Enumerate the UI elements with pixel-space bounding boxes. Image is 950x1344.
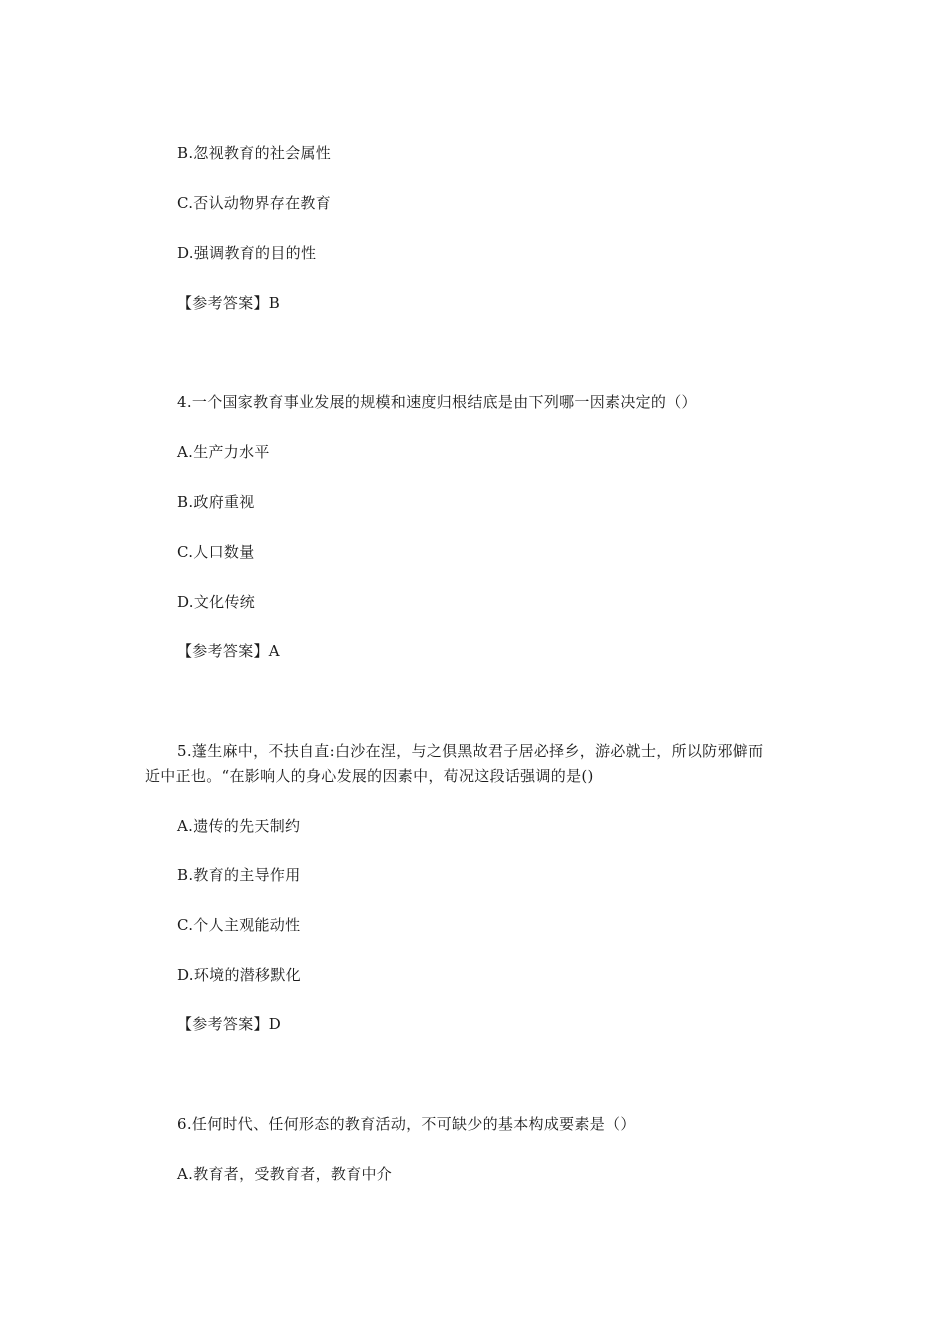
q4-option-c: C.人口数量 <box>177 543 255 561</box>
q5-stem-line-2: 近中正也。“在影响人的身心发展的因素中，荀况这段话强调的是() <box>145 767 594 785</box>
q5-option-c: C.个人主观能动性 <box>177 916 301 934</box>
q5-option-d: D.环境的潜移默化 <box>177 966 301 984</box>
q6-option-a: A.教育者，受教育者，教育中介 <box>177 1165 393 1183</box>
q5-option-b: B.教育的主导作用 <box>177 866 301 884</box>
q4-stem: 4.一个国家教育事业发展的规模和速度归根结底是由下列哪一因素决定的（） <box>177 393 697 411</box>
q4-answer: 【参考答案】A <box>177 642 280 660</box>
q5-answer: 【参考答案】D <box>177 1015 282 1033</box>
q4-option-d: D.文化传统 <box>177 593 256 611</box>
q5-option-a: A.遗传的先天制约 <box>177 817 301 835</box>
q3-option-c: C.否认动物界存在教育 <box>177 194 332 212</box>
q3-option-d: D.强调教育的目的性 <box>177 244 317 262</box>
q5-stem-line-1: 5.蓬生麻中，不扶自直:白沙在涅，与之俱黑故君子居必择乡，游必就士，所以防邪僻而 <box>177 742 764 760</box>
q4-option-b: B.政府重视 <box>177 493 255 511</box>
q3-option-b: B.忽视教育的社会属性 <box>177 144 332 162</box>
q4-option-a: A.生产力水平 <box>177 443 270 461</box>
q3-answer: 【参考答案】B <box>177 294 281 312</box>
q6-stem: 6.任何时代、任何形态的教育活动，不可缺少的基本构成要素是（） <box>177 1115 636 1133</box>
